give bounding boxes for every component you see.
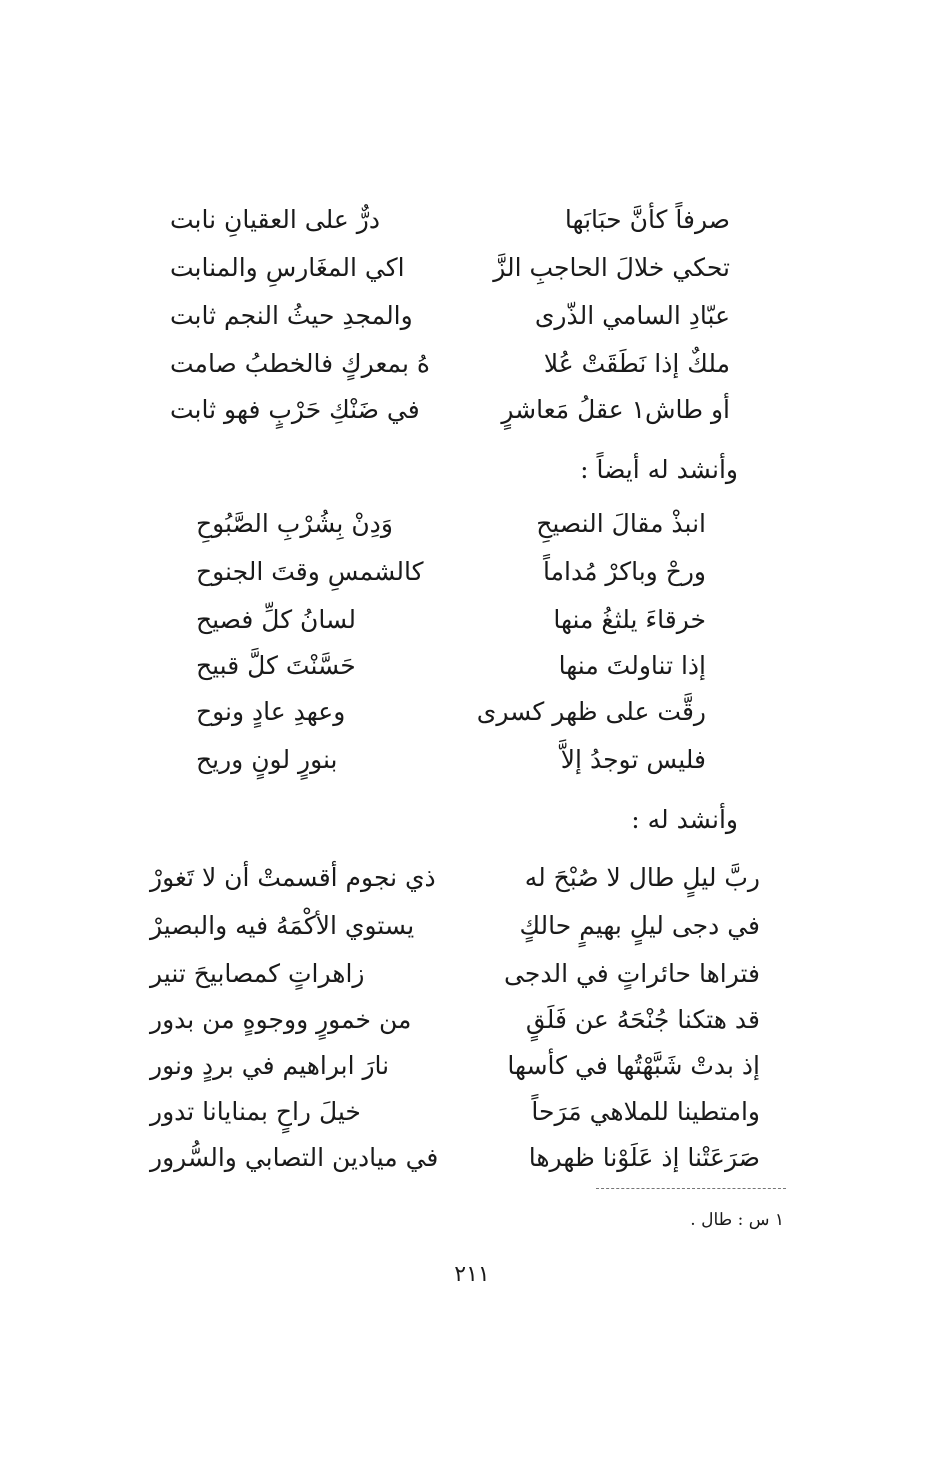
verse-second-hemistich: كالشمسِ وقتَ الجنوح xyxy=(196,557,424,586)
verse-first-hemistich: صَرَعَتْنا إذ عَلَوْنا ظهرها xyxy=(528,1143,760,1172)
verse-second-hemistich: من خمورٍ ووجوهٍ من بدور xyxy=(150,1005,412,1034)
verse-second-hemistich: اكي المغَارسِ والمنابت xyxy=(170,253,405,282)
footnote: ١ س : طال . xyxy=(690,1210,784,1230)
verse xyxy=(150,1138,760,1178)
verse-first-hemistich: فليس توجدُ إلاَّ xyxy=(560,745,706,774)
verse-first-hemistich: صرفاً كأنَّ حبَابَها xyxy=(564,205,730,234)
verse-second-hemistich: درٌّ على العقيانِ نابت xyxy=(170,205,380,234)
verse-first-hemistich: في دجى ليلٍ بهيمٍ حالكٍ xyxy=(519,911,760,940)
verse xyxy=(196,692,706,732)
verse xyxy=(150,1092,760,1132)
verse xyxy=(150,954,760,994)
verse xyxy=(196,646,706,686)
verse-second-hemistich: هُ بمعركٍ فالخطبُ صامت xyxy=(170,349,430,378)
verse-second-hemistich: والمجدِ حيثُ النجم ثابت xyxy=(170,301,413,330)
verse-second-hemistich: في ضَنْكِ حَرْبٍ فهو ثابت xyxy=(170,395,420,424)
verse-first-hemistich: ملكٌ إذا نَطَقَتْ عُلا xyxy=(543,349,730,378)
verse-second-hemistich: نارَ ابراهيم في بردٍ ونور xyxy=(150,1051,390,1080)
verse-second-hemistich: في ميادين التصابي والسُّرور xyxy=(150,1143,439,1172)
verse xyxy=(196,600,706,640)
verse-second-hemistich: خيلَ راحٍ بمنايانا تدور xyxy=(150,1097,361,1126)
footnote-divider xyxy=(596,1188,786,1189)
verse-second-hemistich: يستوي الأكْمَهُ فيه والبصيرْ xyxy=(150,911,415,940)
verse-first-hemistich: إذ بدتْ شَبَّهْتُها في كأسها xyxy=(507,1051,760,1080)
verse-first-hemistich: أو طاش١ عقلُ مَعاشرٍ xyxy=(501,395,730,424)
verse-second-hemistich: حَسَّنْتَ كلَّ قبيح xyxy=(196,651,356,680)
verse-first-hemistich: ورحْ وباكرْ مُداماً xyxy=(543,557,706,586)
verse-first-hemistich: انبذْ مقالَ النصيحِ xyxy=(536,509,706,538)
verse-first-hemistich: إذا تناولتَ منها xyxy=(558,651,706,680)
section-heading: وأنشد له أيضاً : xyxy=(580,455,738,484)
verse-first-hemistich: قد هتكنا جُنْحَهُ عن فَلَقٍ xyxy=(525,1005,760,1034)
verse xyxy=(150,1000,760,1040)
verse-second-hemistich: وَدِنْ بِشُرْبِ الصَّبُوحِ xyxy=(196,509,393,538)
verse-first-hemistich: رقَّت على ظهر كسرى xyxy=(476,697,706,726)
verse-first-hemistich: فتراها حائراتٍ في الدجى xyxy=(504,959,760,988)
verse-second-hemistich: وعهدِ عادٍ ونوح xyxy=(196,697,346,726)
section-heading: وأنشد له : xyxy=(631,805,738,834)
verse xyxy=(196,740,706,780)
verse-first-hemistich: خرقاءَ يلثغُ منها xyxy=(553,605,706,634)
verse-second-hemistich: بنورٍ لونٍ وريح xyxy=(196,745,338,774)
verse xyxy=(196,552,706,592)
verse xyxy=(196,504,706,544)
verse-second-hemistich: ذي نجوم أقسمتْ أن لا تَغورْ xyxy=(150,863,436,892)
verse-second-hemistich: لسانُ كلِّ فصيح xyxy=(196,605,356,634)
verse xyxy=(150,1046,760,1086)
verse-first-hemistich: ربَّ ليلٍ طال لا صُبْحَ له xyxy=(524,863,760,892)
verse-first-hemistich: وامتطينا للملاهي مَرَحاً xyxy=(531,1097,760,1126)
page-number: ٢١١ xyxy=(454,1262,490,1287)
verse xyxy=(170,390,730,430)
verse xyxy=(170,296,730,336)
verse xyxy=(170,344,730,384)
verse-second-hemistich: زاهراتٍ كمصابيحَ تنير xyxy=(150,959,365,988)
verse xyxy=(150,906,760,946)
verse xyxy=(170,248,730,288)
verse xyxy=(150,858,760,898)
verse-first-hemistich: تحكي خلالَ الحاجبِ الزَّ xyxy=(493,253,730,282)
verse-first-hemistich: عبّادِ السامي الذّرى xyxy=(534,301,730,330)
verse xyxy=(170,200,730,240)
